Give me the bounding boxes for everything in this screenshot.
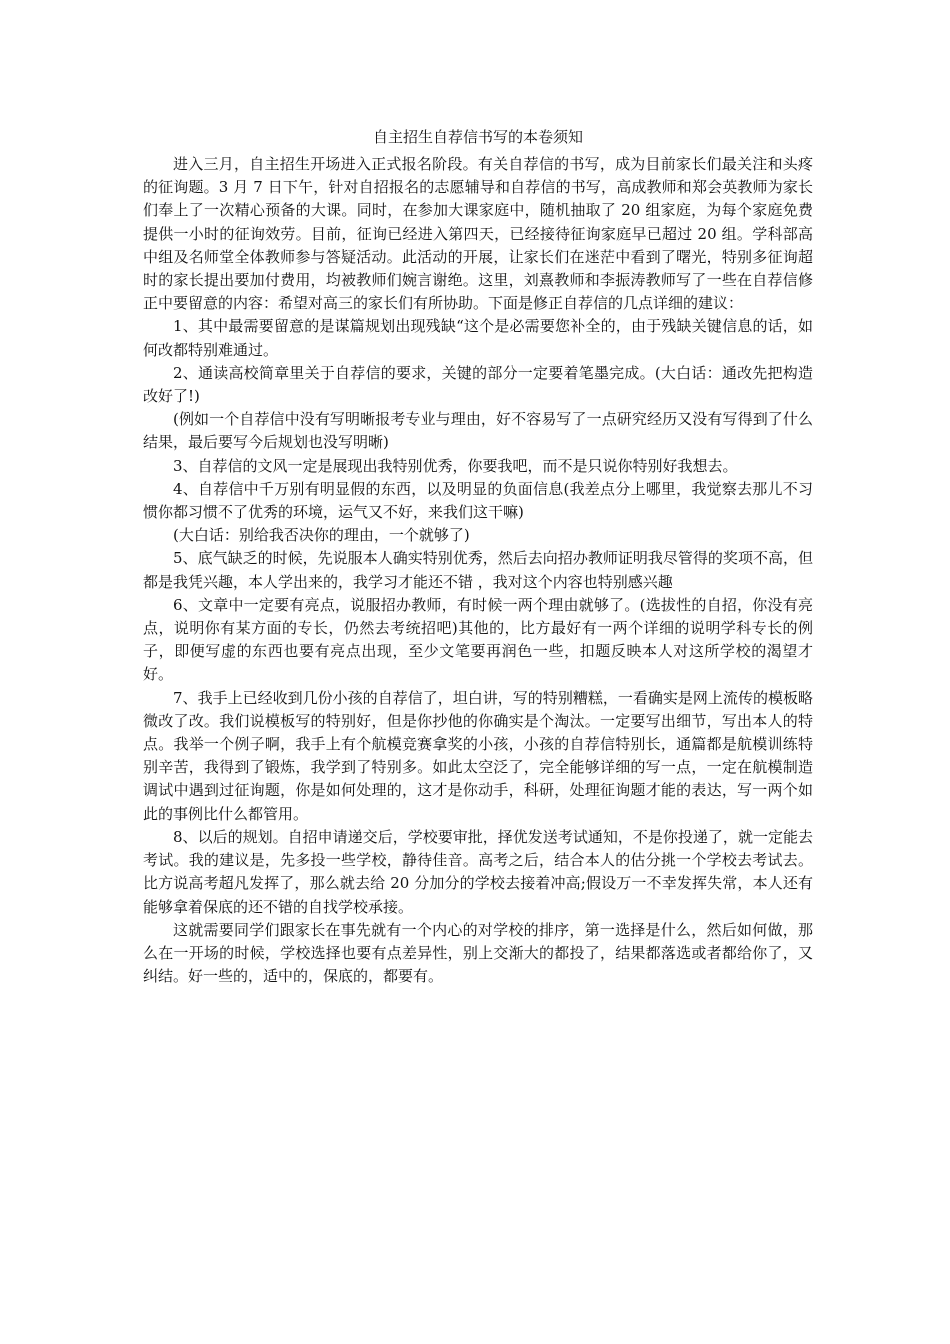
- paragraph-intro: 进入三月，自主招生开场进入正式报名阶段。有关自荐信的书写，成为目前家长们最关注和头疼的征询题。3 月 7 日下午，针对自招报名的志愿辅导和自荐信的书写，高成教师和郑会英教师为家长们奉上了一次精心预备的大课。同时，在参加大课家庭中，随机抽取了 20 组家庭，为每个家庭免费提供一小时的征询效劳。目前，征询已经进入第四天，已经接待征询家庭早已超过 20 组。学科部高中组及名师堂全体教师参与答疑活动。此活动的开展，让家长们在迷茫中看到了曙光，特别多征询超时的家长提出要加付费用，均被教师们婉言谢绝。这里，刘熹教师和李振涛教师写了一些在自荐信修正中要留意的内容：希望对高三的家长们有所协助。下面是修正自荐信的几点详细的建议：: [143, 155, 813, 313]
- paragraph-point-2-example: (例如一个自荐信中没有写明晰报考专业与理由，好不容易写了一点研究经历又没有写得到了什么结果，最后要写今后规划也没写明晰): [143, 410, 813, 452]
- paragraph-point-4-note: (大白话：别给我否决你的理由，一个就够了): [173, 526, 470, 545]
- paragraph-point-2: 2、通读高校简章里关于自荐信的要求，关键的部分一定要着笔墨完成。(大白话：通改先把构造改好了!): [143, 363, 813, 406]
- paragraph-point-5: 5、底气缺乏的时候，先说服本人确实特别优秀，然后去向招办教师证明我尽管得的奖项不高，但都是我凭兴趣，本人学出来的，我学习才能还不错 ，我对这个内容也特别感兴趣: [143, 549, 813, 591]
- paragraph-point-4: 4、自荐信中千万别有明显假的东西，以及明显的负面信息(我差点分上哪里，我觉察去那儿不习惯你都习惯不了优秀的环境，运气又不好，来我们这干嘛): [143, 479, 813, 522]
- paragraph-point-7: 7、我手上已经收到几份小孩的自荐信了，坦白讲，写的特别糟糕，一看确实是网上流传的模板略微改了改。我们说模板写的特别好，但是你抄他的你确实是个淘汰。一定要写出细节，写出本人的特点。我举一个例子啊，我手上有个航模竞赛拿奖的小孩，小孩的自荐信特别长，通篇都是航模训练特别辛苦，我得到了锻炼，我学到了特别多。如此太空泛了，完全能够详细的写一点，一定在航模制造调试中遇到过征询题，你是如何处理的，这才是你动手，科研，处理征询题才能的表达，写一两个如此的事例比什么都管用。: [143, 688, 813, 823]
- document-title: 自主招生自荐信书写的本卷须知: [372, 128, 583, 146]
- paragraph-conclusion: 这就需要同学们跟家长在事先就有一个内心的对学校的排序，第一选择是什么，然后如何做，那么在一开场的时候，学校选择也要有点差异性，别上交渐大的都投了，结果都落选或者都给你了，又纠结。好一些的，适中的，保底的，都要有。: [143, 920, 813, 986]
- paragraph-point-3: 3、自荐信的文风一定是展现出我特别优秀，你要我吧，而不是只说你特别好我想去。: [173, 456, 738, 475]
- paragraph-point-6: 6、文章中一定要有亮点，说服招办教师，有时候一两个理由就够了。(选拔性的自招，你没有亮点，说明你有某方面的专长，仍然去考统招吧)其他的，比方最好有一两个详细的说明学科专长的例子，即便写虚的东西也要有亮点出现，至少文笔要再润色一些，扣题反映本人对这所学校的渴望才好。: [143, 595, 813, 684]
- paragraph-point-1: 1、其中最需要留意的是谋篇规划出现残缺“这个是必需要您补全的，由于残缺关键信息的话，如何改都特别难通过。: [143, 317, 813, 359]
- paragraph-point-8: 8、以后的规划。自招申请递交后，学校要审批，择优发送考试通知，不是你投递了，就一定能去考试。我的建议是，先多投一些学校，静待佳音。高考之后，结合本人的估分挑一个学校去考试去。比方说高考超凡发挥了，那么就去给 20 分加分的学校去接着冲高;假设万一不幸发挥失常，本人还有能够拿着保底的还不错的自找学校承接。: [143, 827, 813, 916]
- document-body: [143, 126, 813, 988]
